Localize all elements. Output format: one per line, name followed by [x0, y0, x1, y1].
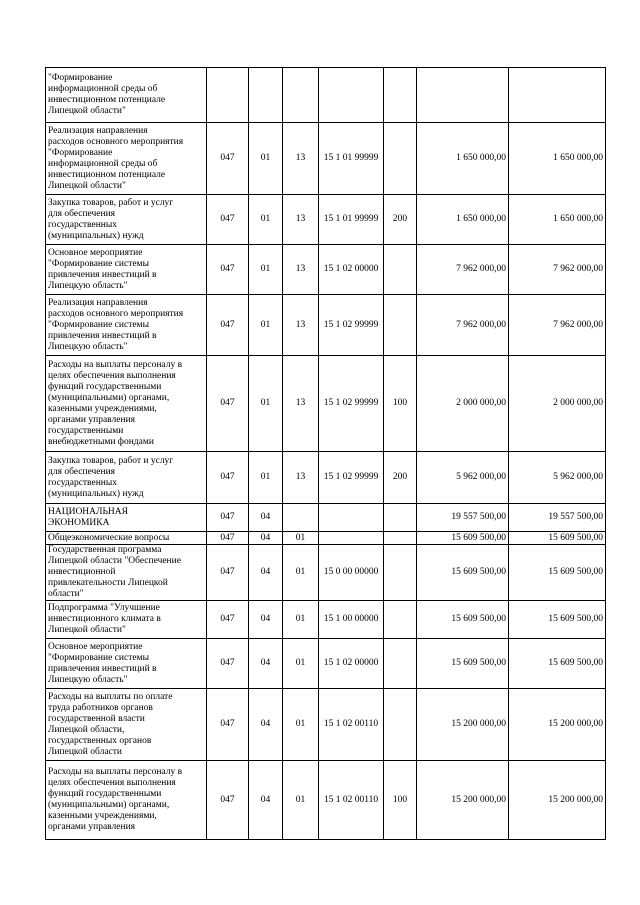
table-row	[46, 532, 606, 545]
amount-year-1: 15 609 500,00	[417, 639, 509, 689]
subsection-code: 01	[283, 689, 319, 761]
target-article-code: 15 1 02 00000	[319, 639, 384, 689]
target-article-code: 15 1 02 99999	[319, 452, 384, 504]
ministry-code: 047	[207, 761, 249, 840]
subsection-code: 01	[283, 761, 319, 840]
section-code: 04	[249, 532, 283, 545]
amount-year-1: 15 609 500,00	[417, 532, 509, 545]
expense-name: Общеэкономические вопросы	[46, 532, 207, 545]
expense-name: "Формирование информационной среды об инвестиционном потенциале Липецкой области"	[46, 68, 207, 123]
amount-year-1: 2 000 000,00	[417, 356, 509, 452]
ministry-code: 047	[207, 639, 249, 689]
target-article-code: 15 1 02 99999	[319, 356, 384, 452]
table-row	[46, 295, 606, 356]
target-article-code: 15 1 02 00000	[319, 245, 384, 295]
expense-type-code	[384, 532, 417, 545]
expense-name: Подпрограмма "Улучшение инвестиционного климата в Липецкой области"	[46, 601, 207, 639]
expense-type-code	[384, 545, 417, 601]
expense-type-code: 200	[384, 195, 417, 245]
amount-year-2: 15 200 000,00	[509, 761, 606, 840]
expense-name: Реализация направления расходов основного мероприятия "Формирование системы привлечения инвестиций в Липецкую область"	[46, 295, 207, 356]
subsection-code: 13	[283, 245, 319, 295]
ministry-code: 047	[207, 504, 249, 532]
subsection-code: 13	[283, 452, 319, 504]
target-article-code: 15 1 02 00110	[319, 761, 384, 840]
ministry-code: 047	[207, 545, 249, 601]
target-article-code: 15 1 00 00000	[319, 601, 384, 639]
section-code: 01	[249, 452, 283, 504]
table-row	[46, 195, 606, 245]
ministry-code: 047	[207, 532, 249, 545]
table-row	[46, 123, 606, 195]
table-row	[46, 68, 606, 123]
ministry-code: 047	[207, 601, 249, 639]
budget-table-body	[46, 68, 606, 840]
table-row	[46, 601, 606, 639]
subsection-code: 13	[283, 295, 319, 356]
subsection-code	[283, 68, 319, 123]
subsection-code: 01	[283, 532, 319, 545]
expense-type-code: 100	[384, 761, 417, 840]
target-article-code: 15 1 01 99999	[319, 123, 384, 195]
table-row	[46, 545, 606, 601]
expense-type-code: 200	[384, 452, 417, 504]
expense-type-code	[384, 689, 417, 761]
amount-year-2: 19 557 500,00	[509, 504, 606, 532]
expense-name: Реализация направления расходов основного мероприятия "Формирование информационной среды об инвестиционном потенциале Липецкой области"	[46, 123, 207, 195]
section-code: 04	[249, 761, 283, 840]
amount-year-1: 15 609 500,00	[417, 601, 509, 639]
subsection-code: 13	[283, 195, 319, 245]
table-row	[46, 356, 606, 452]
table-row	[46, 504, 606, 532]
expense-type-code	[384, 68, 417, 123]
section-code	[249, 68, 283, 123]
expense-name: Основное мероприятие "Формирование системы привлечения инвестиций в Липецкую область"	[46, 639, 207, 689]
expense-type-code	[384, 123, 417, 195]
budget-table	[45, 67, 606, 840]
expense-name: Закупка товаров, работ и услуг для обеспечения государственных (муниципальных) нужд	[46, 195, 207, 245]
expense-type-code	[384, 601, 417, 639]
ministry-code: 047	[207, 195, 249, 245]
section-code: 04	[249, 545, 283, 601]
ministry-code: 047	[207, 295, 249, 356]
amount-year-2: 15 609 500,00	[509, 601, 606, 639]
expense-name: Закупка товаров, работ и услуг для обеспечения государственных (муниципальных) нужд	[46, 452, 207, 504]
amount-year-1: 19 557 500,00	[417, 504, 509, 532]
amount-year-2: 7 962 000,00	[509, 245, 606, 295]
amount-year-2: 5 962 000,00	[509, 452, 606, 504]
amount-year-2: 7 962 000,00	[509, 295, 606, 356]
target-article-code	[319, 504, 384, 532]
section-code: 04	[249, 601, 283, 639]
target-article-code: 15 1 02 99999	[319, 295, 384, 356]
section-code: 01	[249, 245, 283, 295]
ministry-code: 047	[207, 123, 249, 195]
amount-year-1: 15 609 500,00	[417, 545, 509, 601]
subsection-code: 01	[283, 545, 319, 601]
amount-year-2: 1 650 000,00	[509, 123, 606, 195]
ministry-code: 047	[207, 356, 249, 452]
ministry-code: 047	[207, 689, 249, 761]
expense-type-code	[384, 639, 417, 689]
amount-year-2: 15 609 500,00	[509, 545, 606, 601]
target-article-code	[319, 68, 384, 123]
amount-year-1: 15 200 000,00	[417, 689, 509, 761]
expense-type-code	[384, 504, 417, 532]
expense-name: Расходы на выплаты персоналу в целях обеспечения выполнения функций государственными (муниципальными) органами, казенными учреждениями, органами управления	[46, 761, 207, 840]
amount-year-1: 1 650 000,00	[417, 195, 509, 245]
amount-year-2: 15 609 500,00	[509, 532, 606, 545]
amount-year-2	[509, 68, 606, 123]
section-code: 04	[249, 689, 283, 761]
amount-year-1: 1 650 000,00	[417, 123, 509, 195]
ministry-code: 047	[207, 245, 249, 295]
expense-type-code: 100	[384, 356, 417, 452]
expense-name: Расходы на выплаты персоналу в целях обеспечения выполнения функций государственными (муниципальными) органами, казенными учреждениями, органами управления государственными внебюджетными фондами	[46, 356, 207, 452]
amount-year-2: 2 000 000,00	[509, 356, 606, 452]
target-article-code: 15 0 00 00000	[319, 545, 384, 601]
table-row	[46, 761, 606, 840]
target-article-code	[319, 532, 384, 545]
amount-year-1: 7 962 000,00	[417, 245, 509, 295]
section-code: 04	[249, 504, 283, 532]
subsection-code: 01	[283, 639, 319, 689]
table-row	[46, 639, 606, 689]
section-code: 01	[249, 356, 283, 452]
expense-type-code	[384, 245, 417, 295]
target-article-code: 15 1 02 00110	[319, 689, 384, 761]
subsection-code: 01	[283, 601, 319, 639]
amount-year-2: 1 650 000,00	[509, 195, 606, 245]
section-code: 01	[249, 123, 283, 195]
section-code: 01	[249, 295, 283, 356]
amount-year-1: 15 200 000,00	[417, 761, 509, 840]
amount-year-1	[417, 68, 509, 123]
section-code: 01	[249, 195, 283, 245]
ministry-code	[207, 68, 249, 123]
target-article-code: 15 1 01 99999	[319, 195, 384, 245]
ministry-code: 047	[207, 452, 249, 504]
expense-type-code	[384, 295, 417, 356]
table-row	[46, 452, 606, 504]
expense-name: Государственная программа Липецкой области "Обеспечение инвестиционной привлекательности Липецкой области"	[46, 545, 207, 601]
expense-name: НАЦИОНАЛЬНАЯ ЭКОНОМИКА	[46, 504, 207, 532]
expense-name: Основное мероприятие "Формирование системы привлечения инвестиций в Липецкую область"	[46, 245, 207, 295]
amount-year-1: 7 962 000,00	[417, 295, 509, 356]
amount-year-2: 15 609 500,00	[509, 639, 606, 689]
section-code: 04	[249, 639, 283, 689]
subsection-code	[283, 504, 319, 532]
table-row	[46, 689, 606, 761]
amount-year-1: 5 962 000,00	[417, 452, 509, 504]
amount-year-2: 15 200 000,00	[509, 689, 606, 761]
table-row	[46, 245, 606, 295]
subsection-code: 13	[283, 356, 319, 452]
expense-name: Расходы на выплаты по оплате труда работников органов государственной власти Липецкой области, государственных органов Липецкой области	[46, 689, 207, 761]
subsection-code: 13	[283, 123, 319, 195]
